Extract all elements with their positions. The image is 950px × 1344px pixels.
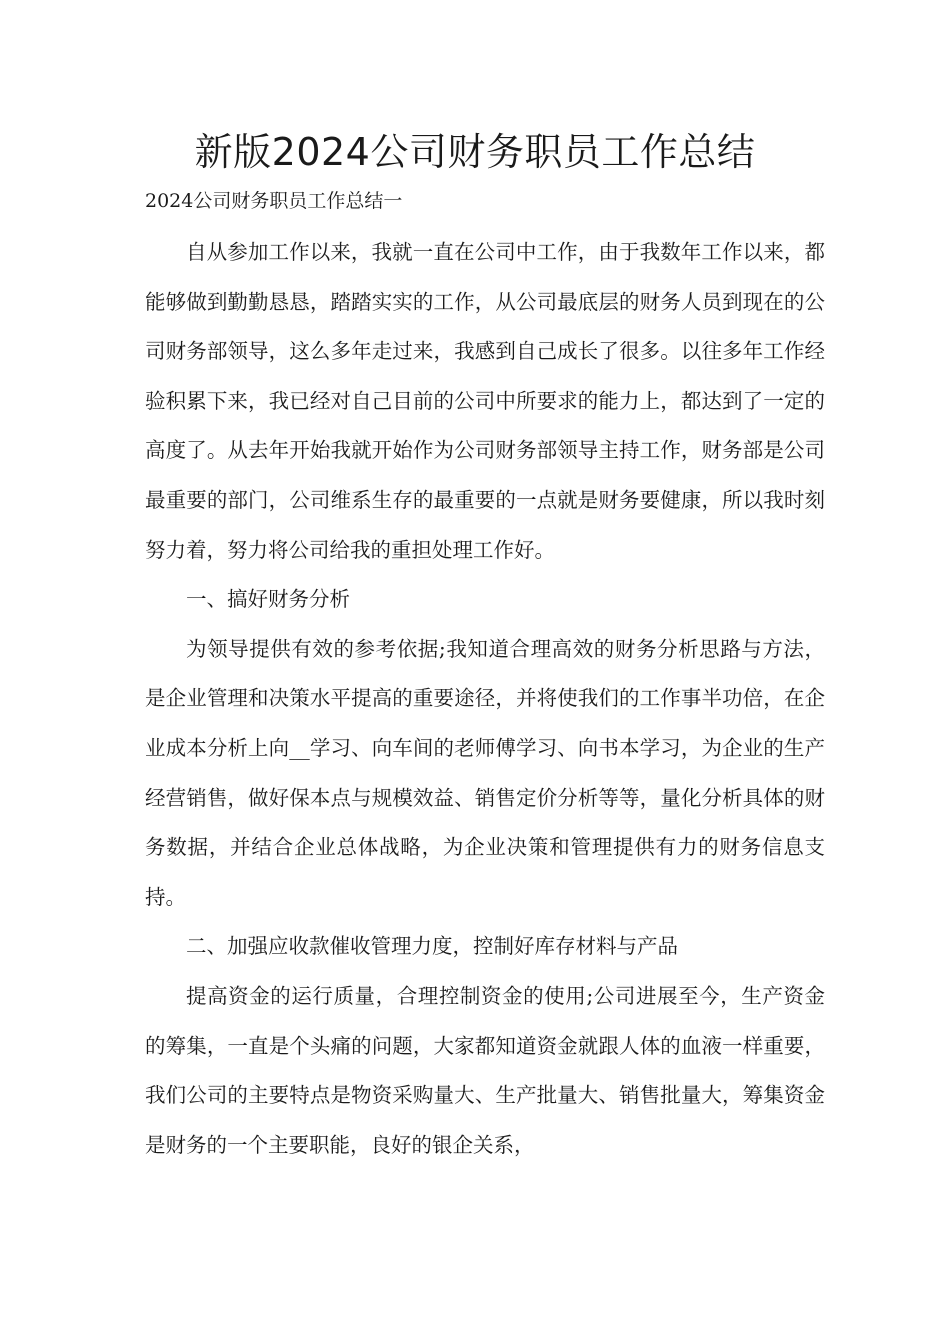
- paragraph-capital-management: 提高资金的运行质量，合理控制资金的使用;公司进展至今，生产资金的筹集，一直是个头痛的问题，大家都知道资金就跟人体的血液一样重要，我们公司的主要特点是物资采购量大、生产批量大、销售批量大，筹集资金是财务的一个主要职能，良好的银企关系，: [145, 983, 825, 1157]
- paragraph-financial-analysis: 为领导提供有效的参考依据;我知道合理高效的财务分析思路与方法，是企业管理和决策水平提高的重要途径，并将使我们的工作事半功倍，在企业成本分析上向__学习、向车间的老师傅学习、向书本学习，为企业的生产经营销售，做好保本点与规模效益、销售定价分析等等，量化分析具体的财务数据，并结合企业总体战略，为企业决策和管理提供有力的财务信息支持。: [145, 636, 825, 909]
- section-heading-1: 一、搞好财务分析: [186, 587, 350, 612]
- document-subtitle: 2024公司财务职员工作总结一: [145, 190, 403, 212]
- paragraph-intro: 自从参加工作以来，我就一直在公司中工作，由于我数年工作以来，都能够做到勤勤恳恳，踏踏实实的工作，从公司最底层的财务人员到现在的公司财务部领导，这么多年走过来，我感到自己成长了很多。以往多年工作经验积累下来，我已经对自己目前的公司中所要求的能力上，都达到了一定的高度了。从去年开始我就开始作为公司财务部领导主持工作，财务部是公司最重要的部门，公司维系生存的最重要的一点就是财务要健康，所以我时刻努力着，努力将公司给我的重担处理工作好。: [145, 240, 825, 562]
- section-heading-2: 二、加强应收款催收管理力度，控制好库存材料与产品: [186, 934, 678, 959]
- document-body: [145, 228, 825, 1170]
- document-title: 新版2024公司财务职员工作总结: [194, 130, 756, 174]
